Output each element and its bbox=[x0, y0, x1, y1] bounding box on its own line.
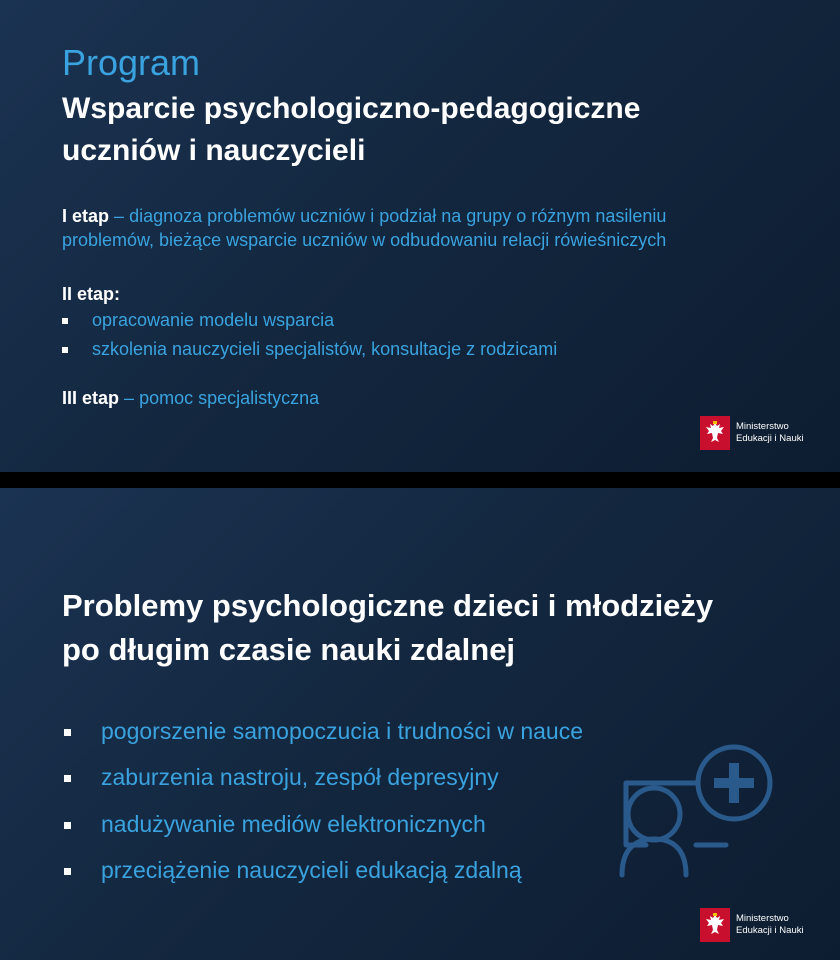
bullet-square bbox=[64, 822, 71, 829]
slide2-title bbox=[62, 584, 713, 672]
polish-eagle-icon bbox=[700, 416, 730, 450]
logo-line1: Ministerstwo bbox=[736, 913, 789, 924]
stage1-label: I etap bbox=[62, 206, 110, 226]
problem-text: przeciążenie nauczycieli edukacją zdalną bbox=[101, 857, 522, 883]
ministry-logo bbox=[700, 908, 804, 942]
bullet-square bbox=[64, 729, 71, 736]
stage3-block bbox=[62, 386, 319, 410]
bullet-square bbox=[62, 347, 68, 353]
slide-program bbox=[0, 0, 840, 472]
slide2-title-line1: Problemy psychologiczne dzieci i młodzieży bbox=[62, 588, 714, 623]
stage3-dash: – bbox=[124, 388, 135, 408]
bullet-square bbox=[64, 868, 71, 875]
stage2-bullet-text: szkolenia nauczycieli specjalistów, konsultacje z rodzicami bbox=[92, 339, 558, 359]
logo-line1: Ministerstwo bbox=[736, 421, 789, 432]
problem-text: zaburzenia nastroju, zespół depresyjny bbox=[101, 764, 499, 790]
stage2-bullet-text: opracowanie modelu wsparcia bbox=[92, 310, 335, 330]
program-label: Program bbox=[62, 42, 201, 83]
slide1-title bbox=[62, 88, 640, 172]
slide-problems bbox=[0, 488, 840, 960]
logo-line2: Edukacji i Nauki bbox=[736, 433, 804, 444]
stage1-block bbox=[62, 204, 666, 252]
problem-text: nadużywanie mediów elektronicznych bbox=[101, 811, 486, 837]
slide1-title-line1: Wsparcie psychologiczno-pedagogiczne bbox=[62, 92, 641, 125]
stage3-label: III etap bbox=[62, 388, 120, 408]
problem-text: pogorszenie samopoczucia i trudności w nauce bbox=[101, 718, 583, 744]
polish-eagle-icon bbox=[700, 908, 730, 942]
stage3-text: pomoc specjalistyczna bbox=[139, 388, 320, 408]
logo-line2: Edukacji i Nauki bbox=[736, 925, 804, 936]
stage2-label: II etap: bbox=[62, 284, 121, 304]
stage1-text-line1: diagnoza problemów uczniów i podział na grupy o różnym nasileniu bbox=[129, 206, 667, 226]
slide2-title-line2: po długim czasie nauki zdalnej bbox=[62, 632, 516, 667]
bullet-square bbox=[64, 775, 71, 782]
ministry-logo bbox=[700, 416, 804, 450]
bullet-square bbox=[62, 318, 68, 324]
stage1-text-line2: problemów, bieżące wsparcie uczniów w odbudowaniu relacji rówieśniczych bbox=[62, 230, 667, 250]
slide-divider bbox=[0, 472, 840, 488]
slide1-title-line2: uczniów i nauczycieli bbox=[62, 134, 366, 167]
stage1-dash: – bbox=[114, 206, 125, 226]
person-with-plus-screen-icon bbox=[616, 743, 786, 893]
